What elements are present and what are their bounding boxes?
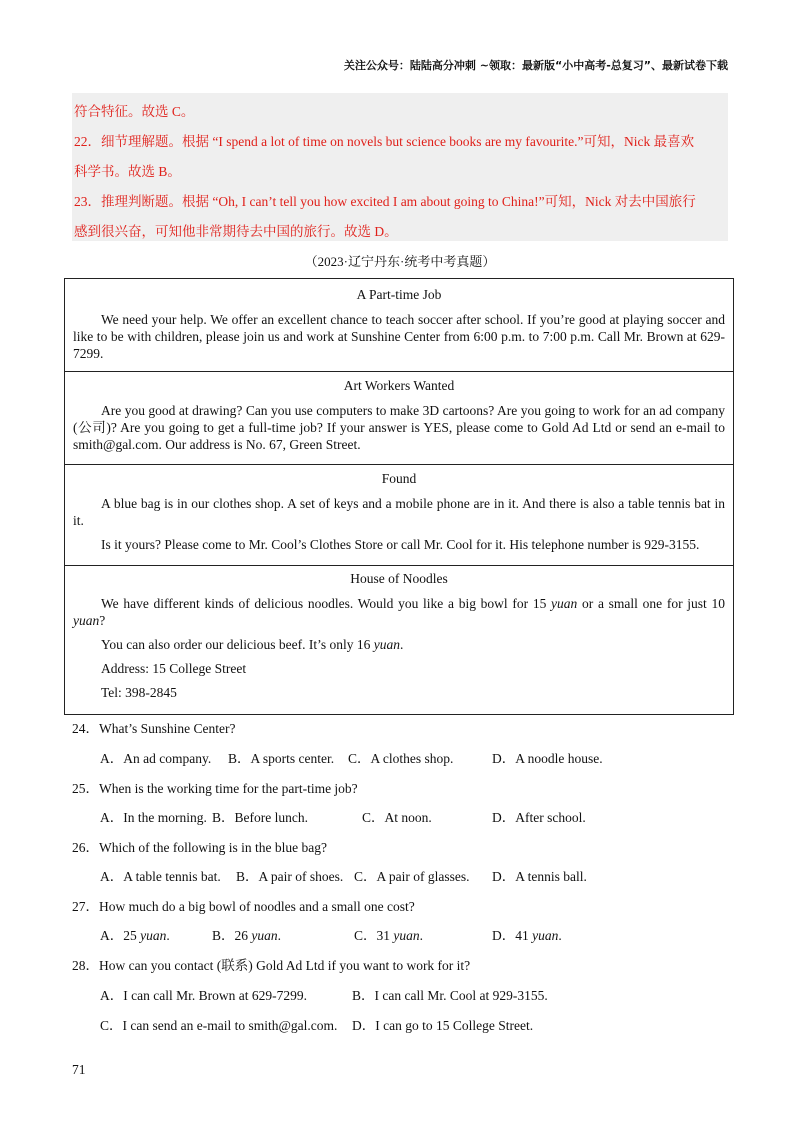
option-c[interactable]: C．A pair of glasses. (354, 869, 470, 884)
option-d[interactable]: D．A noodle house. (492, 751, 603, 766)
ad-text: ? (99, 613, 106, 628)
option-a[interactable]: A．In the morning. (100, 810, 207, 825)
ad-art-workers (65, 371, 733, 465)
option-text: C．31 (354, 928, 394, 943)
currency-word: yuan (140, 928, 167, 943)
ad-title: Found (381, 471, 417, 486)
question-stem: 24．What’s Sunshine Center? (72, 721, 236, 736)
answer-line-2: 22．细节理解题。根据 “I spend a lot of time on novels but science books are my favourite.”可知，Nick 最喜欢 (74, 134, 695, 149)
answer-line-5: 感到很兴奋，可知他非常期待去中国的旅行。故选 D。 (74, 224, 398, 239)
option-d[interactable]: D．I can go to 15 College Street. (352, 1018, 534, 1033)
option-a[interactable]: A．A table tennis bat. (100, 869, 221, 884)
ad-title: Art Workers Wanted (343, 378, 455, 393)
ad-title: House of Noodles (350, 571, 448, 586)
answer-line-4: 23．推理判断题。根据 “Oh, I can’t tell you how excited I am about going to China!”可知，Nick 对去中国旅行 (74, 194, 696, 209)
option-d[interactable]: D．After school. (492, 810, 586, 825)
option-b[interactable] (212, 924, 281, 944)
currency-word: yuan (393, 928, 420, 943)
ad-text: Are you good at drawing? Can you use computers to make 3D cartoons? Are you going to work for an ad company (公司)? Are you going to get a full-time job? If your answer is YES, please come to Gold Ad Ltd or send an e-mail to smith@gal.com. Our address is No. 67, Green Street. (73, 403, 725, 452)
ad-paragraph (73, 536, 725, 553)
ad-paragraph (73, 311, 725, 362)
question-stem: 27．How much do a big bowl of noodles and a small one cost? (72, 899, 415, 914)
ads-table (64, 278, 734, 715)
option-text: . (558, 928, 562, 943)
ad-found (65, 464, 733, 566)
ad-house-of-noodles (65, 565, 733, 715)
ad-part-time-job (65, 279, 733, 372)
exam-source: （2023·辽宁丹东·统考中考真题） (304, 254, 496, 269)
option-a[interactable]: A．An ad company. (100, 751, 212, 766)
option-c[interactable]: C．A clothes shop. (348, 751, 454, 766)
ad-text: Address: 15 College Street (101, 661, 247, 676)
currency-word: yuan (73, 613, 100, 628)
currency-word: yuan (532, 928, 559, 943)
option-text: . (166, 928, 170, 943)
ad-paragraph (73, 402, 725, 453)
ad-paragraph (73, 495, 725, 529)
option-c[interactable] (354, 924, 423, 944)
currency-word: yuan (373, 637, 400, 652)
ad-text: A blue bag is in our clothes shop. A set of keys and a mobile phone are in it. And there is also a table tennis bat in it. (73, 496, 725, 528)
ad-text: Is it yours? Please come to Mr. Cool’s Clothes Store or call Mr. Cool for it. His telephone number is 929-3155. (101, 537, 700, 552)
ad-text: Tel: 398-2845 (101, 685, 177, 700)
question-stem: 28．How can you contact (联系) Gold Ad Ltd if you want to work for it? (72, 958, 471, 973)
option-d[interactable] (492, 924, 562, 944)
option-text: . (419, 928, 424, 943)
ad-text: We need your help. We offer an excellent chance to teach soccer after school. If you’re good at playing soccer and like to be with children, please join us and work at Sunshine Center from 6:00 p.m. to 7:00 p.m. Call Mr. Brown at 629-7299. (73, 312, 725, 361)
answer-explanation-block (72, 93, 728, 241)
ad-title: A Part-time Job (356, 287, 442, 302)
option-text: D．41 (492, 928, 533, 943)
option-a[interactable] (100, 924, 170, 944)
ad-text: or a small one for just 10 (577, 596, 725, 611)
ad-paragraph (73, 595, 725, 629)
option-a[interactable]: A．I can call Mr. Brown at 629-7299. (100, 988, 307, 1003)
ad-paragraph (73, 636, 725, 653)
ad-telephone (73, 684, 725, 701)
option-c[interactable]: C．At noon. (362, 810, 432, 825)
ad-text: We have different kinds of delicious noodles. Would you like a big bowl for 15 (101, 596, 552, 611)
currency-word: yuan (551, 596, 578, 611)
option-d[interactable]: D．A tennis ball. (492, 869, 587, 884)
option-b[interactable]: B．A sports center. (228, 751, 335, 766)
option-b[interactable]: B．I can call Mr. Cool at 929-3155. (352, 988, 548, 1003)
option-text: A．25 (100, 928, 141, 943)
option-b[interactable]: B．Before lunch. (212, 810, 308, 825)
currency-word: yuan (251, 928, 278, 943)
ad-address (73, 660, 725, 677)
answer-line-1: 符合特征。故选 C。 (74, 104, 195, 119)
question-stem: 26．Which of the following is in the blue bag? (72, 840, 327, 855)
option-text: . (277, 928, 282, 943)
header-note: 关注公众号：陆陆高分冲刺 ~领取：最新版“小中高考-总复习”、最新试卷下载 (343, 59, 728, 72)
answer-line-3: 科学书。故选 B。 (74, 164, 181, 179)
ad-text: . (399, 637, 404, 652)
option-b[interactable]: B．A pair of shoes. (236, 869, 344, 884)
option-c[interactable]: C．I can send an e-mail to smith@gal.com. (100, 1018, 338, 1033)
option-text: B．26 (212, 928, 252, 943)
page-number: 71 (72, 1062, 86, 1077)
ad-text: You can also order our delicious beef. It’s only 16 (101, 637, 374, 652)
question-stem: 25．When is the working time for the part-time job? (72, 781, 358, 796)
